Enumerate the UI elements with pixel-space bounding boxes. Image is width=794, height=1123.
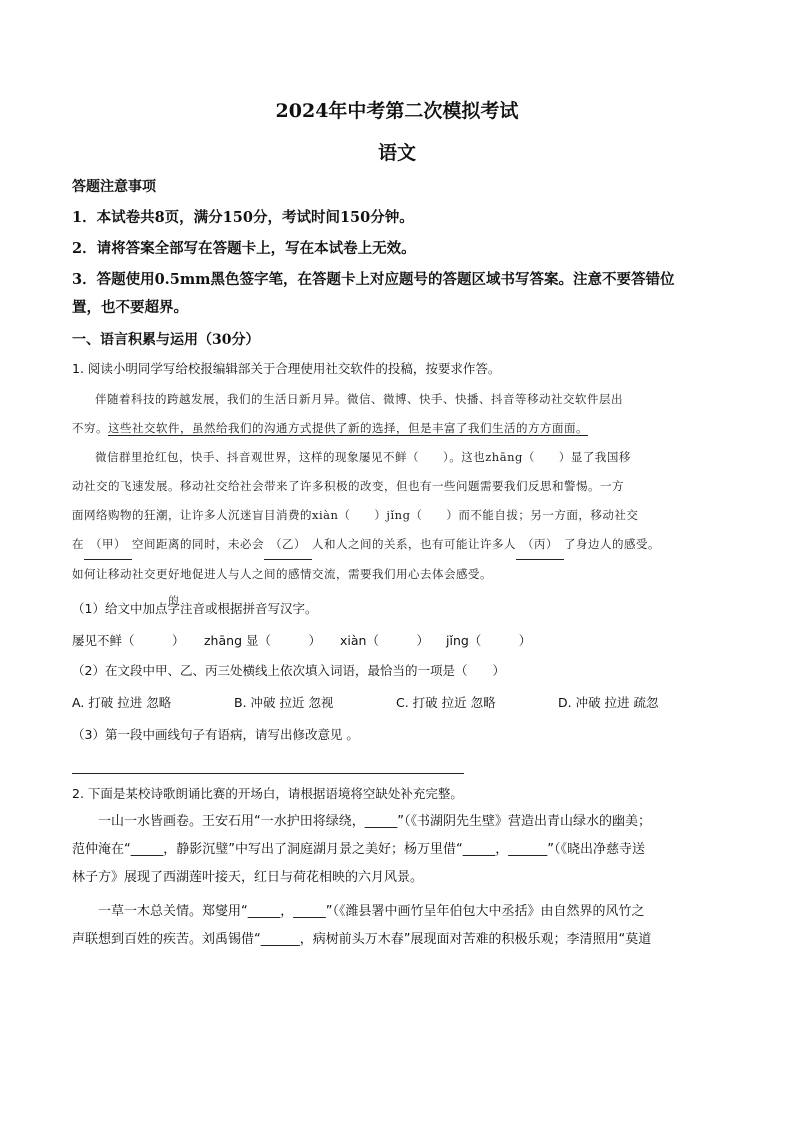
sub-question-2: （2）在文段中甲、乙、丙三处横线上依次填入词语，最恰当的一项是（ ）	[72, 663, 505, 678]
passage-text: 了身边人的感受。	[564, 537, 660, 551]
question-2-passage	[72, 808, 722, 954]
passage-text: 空间距离的同时，未必会	[132, 537, 264, 551]
passage-line: 动社交的飞速发展。移动社交给社会带来了许多积极的改变，但也有一些问题需要我们反思和警惕。一方	[72, 479, 624, 493]
passage-line	[72, 414, 722, 443]
question-1-stem: 1. 阅读小明同学写给校报编辑部关于合理使用社交软件的投稿，按要求作答。	[72, 361, 501, 376]
exam-title: 2024年中考第二次模拟考试	[275, 100, 519, 122]
passage-line: 微信群里抢红包，快手、抖音观世界，这样的现象屡见不鲜（ ）。这也zhāng（ ）显了我国移	[95, 450, 631, 464]
sub-question-text: 字注音或根据拼音写汉字。	[167, 601, 318, 616]
pinyin-fill-row	[72, 631, 722, 651]
sub-question-3: （3）第一段中画线句子有语病，请写出修改意见 。	[72, 727, 359, 742]
passage-line: 伴随着科技的跨越发展，我们的生活日新月异。微信、微博、快手、快播、抖音等移动社交软件层出	[95, 392, 623, 406]
section-heading: 一、语言积累与运用（30分）	[72, 332, 260, 348]
question-1-passage	[72, 385, 722, 589]
answer-line[interactable]	[72, 773, 464, 774]
underlined-sentence: 这些社交软件，虽然给我们的沟通方式提供了新的选择，但是丰富了我们生活的方方面面。	[108, 421, 588, 435]
poem-line: 一草一木总关情。郑燮用“_____，_____”（《潍县署中画竹呈年伯包大中丞括》由自然界的风竹之	[98, 904, 645, 919]
poem-line: 一山一水皆画卷。王安石用“一水护田将绿绕，_____”（《书湖阴先生壁》营造出青山绿水的幽美；	[98, 814, 651, 829]
note-item-3: 3．答题使用0.5mm黑色签字笔，在答题卡上对应题号的答题区域书写答案。注意不要答错位	[72, 271, 675, 288]
passage-text: 人和人之间的关系，也有可能让许多人	[312, 537, 516, 551]
question-2-stem: 2. 下面是某校诗歌朗诵比赛的开场白，请根据语境将空缺处补充完整。	[72, 786, 463, 801]
exam-page	[72, 96, 722, 954]
blank-yi: （乙）	[264, 530, 312, 560]
fill-item[interactable]: zhāng 显（ ）	[204, 633, 321, 648]
option-c[interactable]: C. 打破 拉近 忽略	[396, 695, 496, 710]
sub-question-1	[72, 599, 722, 619]
options-row	[72, 693, 722, 713]
fill-item[interactable]: jǐng（ ）	[446, 633, 532, 648]
poem-line: 声联想到百姓的疾苦。刘禹锡借“______，病树前头万木春”展现面对苦难的积极乐观；李清照用“莫道	[72, 932, 652, 947]
blank-bing: （丙）	[516, 530, 564, 560]
sub-question-text: （1）给文中加点	[72, 601, 168, 616]
fill-item[interactable]: xiàn（ ）	[340, 633, 429, 648]
notes-heading: 答题注意事项	[72, 179, 156, 195]
poem-line: 林子方》展现了西湖莲叶接天，红日与荷花相映的六月风景。	[72, 870, 424, 885]
option-a[interactable]: A. 打破 拉进 忽略	[72, 695, 172, 710]
blank-jia: （甲）	[84, 530, 132, 560]
note-item-2: 2．请将答案全部写在答题卡上，写在本试卷上无效。	[72, 240, 416, 257]
passage-line: 面网络购物的狂潮，让许多人沉迷盲目消费的xiàn（ ）jǐng（ ）而不能自拔；另一方面，移动社交	[72, 508, 639, 522]
passage-line: 如何让移动社交更好地促进人与人之间的感情交流，需要我们用心去体会感受。	[72, 567, 492, 581]
passage-text: 不穷。	[72, 421, 108, 435]
note-item-3-cont: 置，也不要超界。	[72, 299, 188, 316]
exam-subject: 语文	[377, 142, 416, 164]
passage-line	[72, 530, 722, 560]
option-b[interactable]: B. 冲破 拉近 忽视	[234, 695, 334, 710]
passage-text: 在	[72, 537, 84, 551]
note-item-1: 1．本试卷共8页，满分150分，考试时间150分钟。	[72, 209, 414, 226]
option-d[interactable]: D. 冲破 拉进 疏忽	[558, 695, 659, 710]
fill-item[interactable]: 屡见不鲜（ ）	[72, 633, 185, 648]
poem-line: 范仲淹在“_____，静影沉璧”中写出了洞庭湖月景之美好；杨万里借“_____，______”（《晓出净慈寺送	[72, 842, 645, 857]
